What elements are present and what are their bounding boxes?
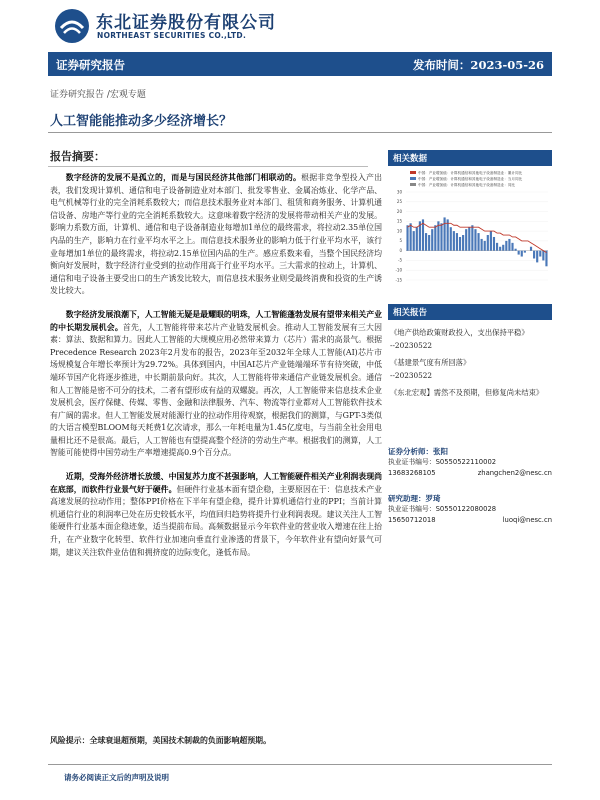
risk-label: 风险提示： xyxy=(50,736,90,745)
analyst-block xyxy=(388,446,552,479)
y-tick-label: 30 xyxy=(396,189,402,195)
paragraph-3 xyxy=(50,471,382,559)
analyst-cert xyxy=(388,504,552,515)
chart-bar xyxy=(416,227,418,250)
chart-bar xyxy=(434,225,436,250)
related-data-chart xyxy=(388,168,552,288)
analyst-block xyxy=(388,493,552,526)
chart-bar xyxy=(508,239,510,251)
related-data-heading: 相关数据 xyxy=(388,150,552,166)
chart-bar xyxy=(431,229,433,251)
breadcrumb: 证券研究报告 /宏观专题 xyxy=(50,90,146,100)
chart-bar xyxy=(481,239,483,251)
chart-bar xyxy=(487,235,489,251)
risk-text: 全球衰退超预期，美国技术制裁的负面影响超预期。 xyxy=(89,736,271,745)
y-tick-label: 5 xyxy=(399,238,402,244)
chart-bar xyxy=(468,227,470,250)
chart-bar xyxy=(453,231,455,251)
analyst-email[interactable]: zhangchen2@nesc.cn xyxy=(477,469,552,477)
paragraph-1 xyxy=(50,172,382,298)
risk-warning xyxy=(50,735,271,746)
header-bar xyxy=(48,52,552,76)
paragraph-lead: 数字经济发展浪潮下，人工智能无疑是最耀眼的明珠，人工智能蓬勃发展有望带来相关产业的中长期发展机会。 xyxy=(50,309,382,332)
cert-number: S0550522110002 xyxy=(435,458,497,466)
paragraph-2 xyxy=(50,309,382,460)
chart-bar xyxy=(459,237,461,251)
chart-bar xyxy=(428,235,430,251)
paragraph-text: 根据非竞争型投入产出表，我们发现计算机、通信和电子设备制造业对本部门、批发零售业、金属冶炼业、化学产品、电气机械等行业的完全消耗系数较大；而信息技术服务业对本部门、租赁和商务服务、计算机通信设备、房地产等行业的完全消耗系数较大。这意味着数字经济的发展将带动相关产业的发展。影响力系数方面，计算机、通信和电子设备制造业每增加1单位的最终需求，将拉动2.35单位国内品的生产，影响力在行业平均水平之上。而信息技术服务业的影响力低于行业平均水平，该行业每增加1单位的最终需求，将拉动2.15单位国内品的生产。感应系数来看，当整个国民经济均衡向好发展时，数字经济行业受到的拉动作用高于行业平均水平。三大需求的拉动上，计算机、通信和电子设备主要受出口的生产诱发比较大，而信息技术服务业则受最终消费和投资的生产诱发比较大。 xyxy=(50,173,382,296)
analyst-role: 研究助理：罗琦 xyxy=(388,494,441,503)
chart-bar xyxy=(539,251,541,257)
chart-bar xyxy=(471,225,473,250)
legend-swatch xyxy=(410,183,416,186)
chart-bar xyxy=(524,251,526,253)
title-divider xyxy=(48,132,552,133)
chart-bar xyxy=(499,247,501,251)
chart-bar xyxy=(542,251,544,261)
y-tick-label: -5 xyxy=(398,257,402,263)
y-tick-label: -15 xyxy=(395,277,402,283)
y-tick-label: 0 xyxy=(399,247,402,253)
footer-divider xyxy=(48,764,552,765)
legend-swatch xyxy=(410,177,416,180)
analyst-cert xyxy=(388,457,552,468)
chart-bar xyxy=(450,227,452,250)
chart-bar xyxy=(440,223,442,250)
chart-bar xyxy=(493,237,495,251)
chart-bar xyxy=(502,245,504,251)
chart-bar xyxy=(490,231,492,251)
cert-label: 执业证书编号： xyxy=(388,505,436,513)
analyst-contact xyxy=(388,468,552,479)
chart-bars xyxy=(406,217,547,266)
chart-bar xyxy=(521,251,523,257)
chart-bar xyxy=(474,229,476,251)
legend-swatch xyxy=(410,171,416,174)
chart-bar xyxy=(536,251,538,263)
summary-divider xyxy=(48,166,368,167)
chart-bar xyxy=(406,225,408,250)
y-tick-label: 20 xyxy=(396,208,402,214)
chart-bar xyxy=(456,233,458,251)
chart-bar xyxy=(511,243,513,251)
legend-label: 中国：产业增加值：计算机通信和其他电子设备制造业：累计同比 xyxy=(418,171,523,175)
company-name-en: NORTHEAST SECURITIES CO.,LTD. xyxy=(97,31,247,40)
footer-disclaimer[interactable]: 请务必阅读正文后的声明及说明 xyxy=(64,773,169,782)
related-report-link[interactable]: 《东北宏观】需然不及预期，但修复尚未结束》 xyxy=(390,388,544,397)
chart-bar xyxy=(533,251,535,259)
chart-bar xyxy=(545,251,547,267)
paragraph-text: 首先，人工智能将带来芯片产业链发展机会。推动人工智能发展有三大因素：算法、数据和算力。因此人工智能的大规模应用必然带来算力（芯片）需求的高景气。根据Precedence Research 2023年2月发布的报告，2023年至2032年全球人工智能(AI)芯片市场规模复合年增长率预计为29.72%。具体到国内，中国AI芯片产业链端端环节有待突破，中低端环节国产化将逐步推进，中长期前景向好。其次，人工智能将带来通信产业链发展机会。通信和人工智能是密不可分的技术，二者有望形成有益的双螺旋。再次，人工智能带来信息技术企业发展机会，医疗保健、传媒、零售、金融和法律服务、汽车、物流等行业都对人工智能软件技术有广阔的需求。但人工智能发展对能源行业的拉动作用待观察，根据我们的测算，与GPT-3类似的大语言模型BLOOM每天耗费1亿次请求，那么一年耗电量为1.45亿度电，与当前全社会用电量相比还不是很高。最后，人工智能也有望提高整个经济的劳动生产率。根据我们的测算，人工智能可能使得中国劳动生产率增速提高0.9个百分点。 xyxy=(50,322,382,458)
legend-label: 中国：产业增加值：计算机通信和其他电子设备制造业：同比 xyxy=(418,183,516,187)
chart-bar xyxy=(410,223,412,250)
cert-label: 执业证书编号： xyxy=(388,458,436,466)
related-report-link[interactable]: 《基建景气度有所回落》 xyxy=(390,358,471,367)
company-logo-icon xyxy=(54,8,90,44)
summary-body xyxy=(50,172,382,570)
y-tick-label: -10 xyxy=(395,267,402,273)
chart-bar xyxy=(484,241,486,251)
chart-bar xyxy=(477,233,479,251)
report-type: 证券研究报告 xyxy=(56,58,125,72)
analyst-role: 证券分析师：张阳 xyxy=(388,447,448,456)
y-tick-label: 10 xyxy=(396,228,402,234)
related-reports-heading: 相关报告 xyxy=(388,304,552,320)
chart-bar xyxy=(496,243,498,251)
related-report-link[interactable]: 《地产供给政策财政投入，支出保持平稳》 xyxy=(390,328,529,337)
paragraph-text: 但硬件行业基本面有望企稳，主要原因在于：信息技术产业高速发展的拉动作用；整体PPI价格在下半年有望企稳，提升计算机通信行业的PPI；当前计算机通信行业的利润率已处在历史较低水平，均值回归趋势将提升行业利润表现。建议关注人工智能硬件行业基本面企稳迹象，适当提前布局。高频数据显示今年软件业的营业收入增速在往上抬升，在产业数字化转型、软件行业加速向垂直行业渗透的背景下，今年软件业有望向好景气可期，建议关注软件业估值和拥挤度的边际变化，逢低布局。 xyxy=(50,484,382,557)
y-tick-label: 25 xyxy=(396,199,402,205)
paragraph-lead: 近期，受海外经济增长放缓、中国复苏力度不甚强影响，人工智能硬件相关产业利润表现尚在底部，而软件行业景气好于硬件。 xyxy=(50,472,382,494)
related-report-date: --20230522 xyxy=(390,341,433,350)
analyst-email[interactable]: luoqi@nesc.cn xyxy=(502,516,552,524)
paragraph-lead: 数字经济的发展不是孤立的，而是与国民经济其他部门相联动的。 xyxy=(65,173,302,182)
analyst-phone: 15650712018 xyxy=(388,516,436,524)
analyst-phone: 13683268105 xyxy=(388,469,436,477)
sidebar xyxy=(388,150,552,526)
publish-date: 发布时间：2023-05-26 xyxy=(412,58,544,72)
chart-bar xyxy=(444,217,446,250)
analyst-contact xyxy=(388,515,552,526)
chart-bar xyxy=(447,219,449,250)
chart-bar xyxy=(425,233,427,251)
chart-bar xyxy=(515,249,517,251)
related-report-date: --20230522 xyxy=(390,371,433,380)
page-title: 人工智能能推动多少经济增长？ xyxy=(50,114,233,129)
chart-bar xyxy=(465,229,467,251)
legend-label: 中国：产业增加值：计算机通信和其他电子设备制造业：当月同比 xyxy=(418,177,523,181)
y-tick-label: 15 xyxy=(396,218,402,224)
chart-bar xyxy=(530,247,532,251)
cert-number: S0550122080028 xyxy=(435,505,497,513)
chart-bar xyxy=(413,231,415,251)
chart-bar xyxy=(518,251,520,255)
chart-legend xyxy=(410,170,523,187)
company-name-cn: 东北证券股份有限公司 xyxy=(96,13,276,33)
chart-bar xyxy=(505,241,507,251)
summary-heading: 报告摘要： xyxy=(50,150,105,163)
chart-bar xyxy=(462,235,464,251)
